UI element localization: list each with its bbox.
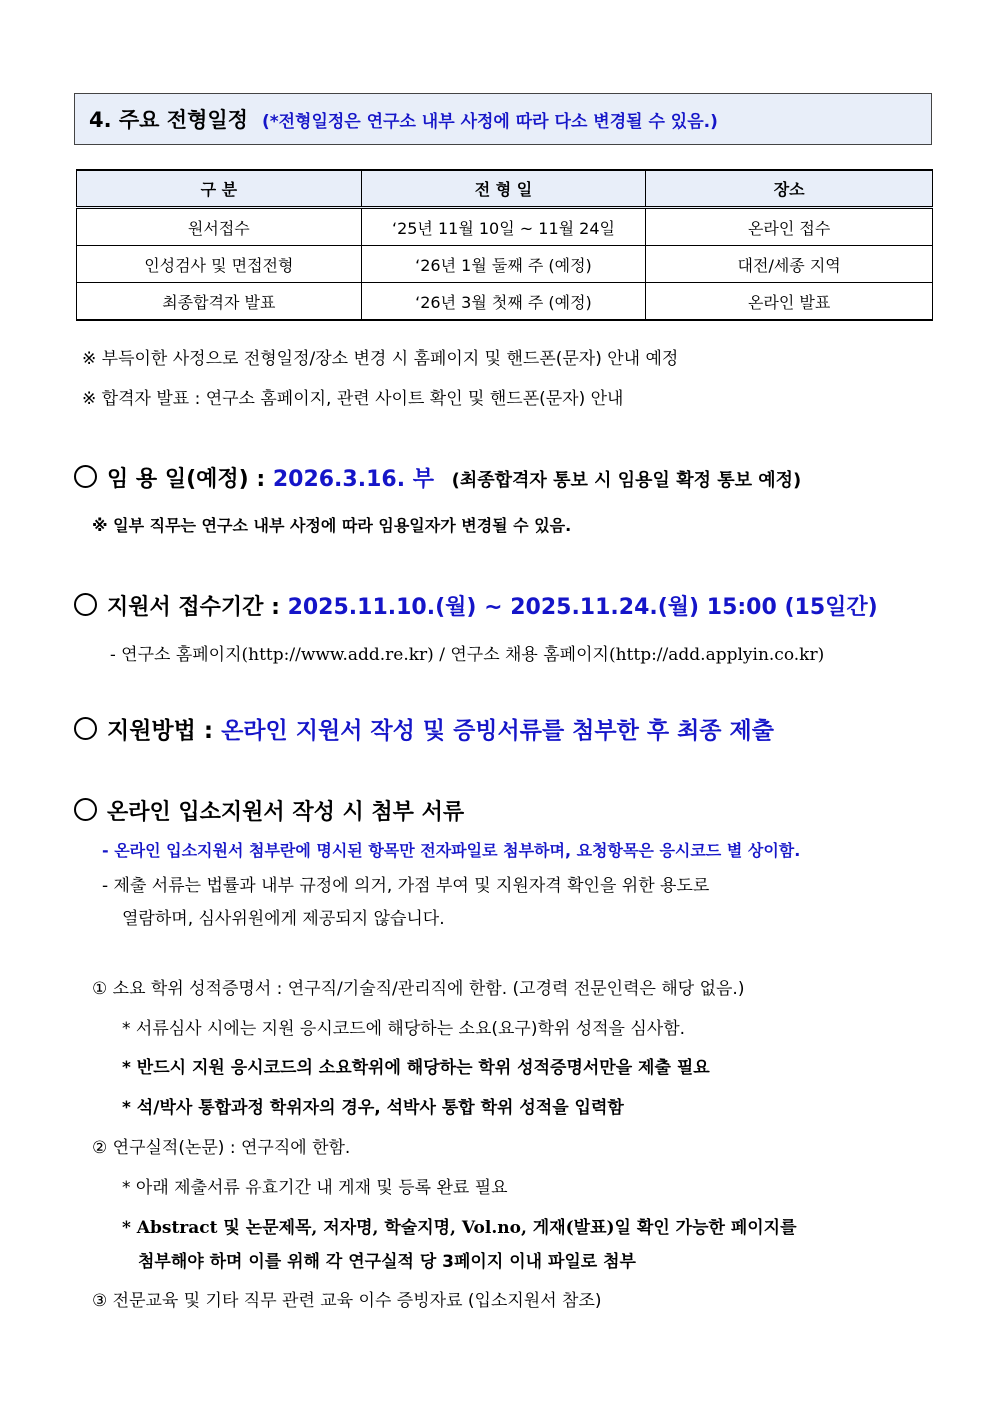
method-heading [74, 712, 774, 745]
table-cell: ‘26년 1월 둘째 주 (예정) [361, 246, 646, 283]
circle-bullet-icon [74, 593, 97, 616]
table-cell: 원서접수 [77, 208, 362, 246]
appointment-sub: ※ 일부 직무는 연구소 내부 사정에 따라 임용일자가 변경될 수 있음. [92, 516, 572, 535]
table-header-row [77, 170, 933, 208]
attachments-item2-bullet1: * 아래 제출서류 유효기간 내 게재 및 등록 완료 필요 [122, 1178, 508, 1198]
table-row [77, 283, 933, 321]
schedule-table [76, 169, 933, 321]
circle-bullet-icon [74, 717, 97, 740]
section-header-box [74, 93, 932, 145]
appointment-paren: (최종합격자 통보 시 임용일 확정 통보 예정) [451, 470, 802, 491]
circle-bullet-icon [74, 798, 97, 821]
header-category: 구 분 [77, 170, 362, 208]
appointment-label: 임 용 일(예정) [107, 467, 249, 492]
appointment-heading [74, 462, 801, 493]
table-cell: 최종합격자 발표 [77, 283, 362, 321]
attachments-item1: ① 소요 학위 성적증명서 : 연구직/기술직/관리직에 한함. (고경력 전문인력은 해당 없음.) [92, 979, 745, 999]
table-row [77, 246, 933, 283]
period-value: 2025.11.10.(월) ~ 2025.11.24.(월) 15:00 (15일간) [287, 595, 878, 620]
attachments-heading [74, 795, 464, 826]
section-note: (*전형일정은 연구소 내부 사정에 따라 다소 변경될 수 있음.) [261, 111, 718, 132]
method-label: 지원방법 [107, 718, 196, 744]
table-row [77, 208, 933, 246]
attachments-item1-bullet1: * 서류심사 시에는 지원 응시코드에 해당하는 소요(요구)학위 성적을 심사함. [122, 1019, 686, 1039]
table-cell: 온라인 발표 [646, 283, 933, 321]
table-cell: ‘25년 11월 10일 ~ 11월 24일 [361, 208, 646, 246]
method-value: 온라인 지원서 작성 및 증빙서류를 첨부한 후 최종 제출 [221, 718, 774, 744]
section-title: 4. 주요 전형일정 [89, 108, 248, 132]
appointment-date: 2026.3.16. 부 [272, 467, 434, 492]
attachments-line1: - 온라인 입소지원서 첨부란에 명시된 항목만 전자파일로 첨부하며, 요청항목은 응시코드 별 상이함. [102, 841, 801, 860]
attachments-line2b: 열람하며, 심사위원에게 제공되지 않습니다. [122, 909, 445, 929]
header-place: 장소 [646, 170, 933, 208]
separator: : [195, 718, 222, 744]
separator: : [263, 595, 288, 620]
attachments-item1-bullet2: * 반드시 지원 응시코드의 소요학위에 해당하는 학위 성적증명서만을 제출 필요 [122, 1058, 710, 1078]
table-cell: 대전/세종 지역 [646, 246, 933, 283]
separator: : [248, 467, 273, 492]
table-cell: 인성검사 및 면접전형 [77, 246, 362, 283]
note-announcement: ※ 합격자 발표 : 연구소 홈페이지, 관련 사이트 확인 및 핸드폰(문자) 안내 [82, 389, 624, 409]
header-date: 전 형 일 [361, 170, 646, 208]
circle-bullet-icon [74, 465, 97, 488]
attachments-item3: ③ 전문교육 및 기타 직무 관련 교육 이수 증빙자료 (입소지원서 참조) [92, 1291, 602, 1311]
attachments-line2a: - 제출 서류는 법률과 내부 규정에 의거, 가점 부여 및 지원자격 확인을 위한 용도로 [102, 876, 710, 896]
period-sub: - 연구소 홈페이지(http://www.add.re.kr) / 연구소 채용 홈페이지(http://add.applyin.co.kr) [110, 645, 825, 665]
period-heading [74, 590, 878, 621]
table-cell: 온라인 접수 [646, 208, 933, 246]
attachments-item2-bullet2b: 첨부해야 하며 이를 위해 각 연구실적 당 3페이지 이내 파일로 첨부 [138, 1252, 636, 1272]
attachments-item2: ② 연구실적(논문) : 연구직에 한함. [92, 1138, 351, 1158]
table-cell: ‘26년 3월 첫째 주 (예정) [361, 283, 646, 321]
attachments-item1-bullet3: * 석/박사 통합과정 학위자의 경우, 석박사 통합 학위 성적을 입력함 [122, 1098, 624, 1118]
attachments-item2-bullet2a: * Abstract 및 논문제목, 저자명, 학술지명, Vol.no, 게재(발표)일 확인 가능한 페이지를 [122, 1218, 797, 1238]
period-label: 지원서 접수기간 [107, 595, 264, 620]
attachments-label: 온라인 입소지원서 작성 시 첨부 서류 [107, 800, 465, 825]
note-change: ※ 부득이한 사정으로 전형일정/장소 변경 시 홈페이지 및 핸드폰(문자) 안내 예정 [82, 349, 679, 369]
